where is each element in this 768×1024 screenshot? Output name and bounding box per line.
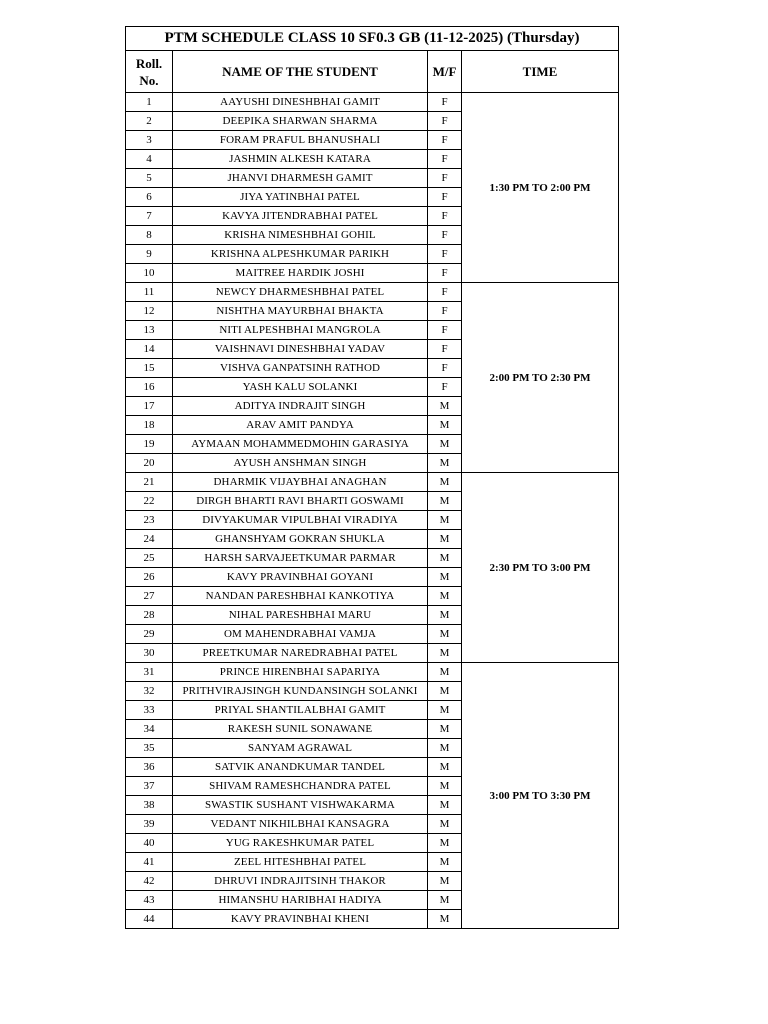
gender-cell: F (428, 340, 462, 359)
roll-no-cell: 12 (126, 302, 173, 321)
student-name-cell: NIHAL PARESHBHAI MARU (173, 606, 428, 625)
roll-no-cell: 44 (126, 910, 173, 929)
roll-no-cell: 11 (126, 283, 173, 302)
roll-no-cell: 4 (126, 150, 173, 169)
student-name-cell: KRISHNA ALPESHKUMAR PARIKH (173, 245, 428, 264)
student-name-cell: OM MAHENDRABHAI VAMJA (173, 625, 428, 644)
student-name-cell: SHIVAM RAMESHCHANDRA PATEL (173, 777, 428, 796)
gender-cell: M (428, 701, 462, 720)
roll-no-cell: 7 (126, 207, 173, 226)
student-name-cell: FORAM PRAFUL BHANUSHALI (173, 131, 428, 150)
gender-cell: F (428, 321, 462, 340)
gender-cell: F (428, 302, 462, 321)
student-name-cell: VISHVA GANPATSINH RATHOD (173, 359, 428, 378)
roll-no-cell: 41 (126, 853, 173, 872)
student-name-cell: KAVY PRAVINBHAI GOYANI (173, 568, 428, 587)
roll-no-cell: 35 (126, 739, 173, 758)
roll-no-cell: 16 (126, 378, 173, 397)
student-name-cell: YUG RAKESHKUMAR PATEL (173, 834, 428, 853)
gender-cell: M (428, 397, 462, 416)
gender-cell: F (428, 207, 462, 226)
student-name-cell: SATVIK ANANDKUMAR TANDEL (173, 758, 428, 777)
student-name-cell: JASHMIN ALKESH KATARA (173, 150, 428, 169)
student-name-cell: PREETKUMAR NAREDRABHAI PATEL (173, 644, 428, 663)
gender-cell: F (428, 226, 462, 245)
time-slot-cell: 2:00 PM TO 2:30 PM (462, 283, 619, 473)
ptm-schedule-table (125, 26, 619, 929)
gender-cell: M (428, 511, 462, 530)
roll-no-header: Roll. No. (126, 51, 173, 93)
roll-no-cell: 6 (126, 188, 173, 207)
gender-cell: M (428, 435, 462, 454)
student-name-cell: NEWCY DHARMESHBHAI PATEL (173, 283, 428, 302)
schedule-title: PTM SCHEDULE CLASS 10 SF0.3 GB (11-12-2025) (Thursday) (126, 27, 619, 51)
roll-no-cell: 5 (126, 169, 173, 188)
student-name-cell: KRISHA NIMESHBHAI GOHIL (173, 226, 428, 245)
roll-no-cell: 22 (126, 492, 173, 511)
roll-no-cell: 25 (126, 549, 173, 568)
roll-no-cell: 43 (126, 891, 173, 910)
roll-no-cell: 9 (126, 245, 173, 264)
gender-cell: M (428, 606, 462, 625)
roll-no-cell: 3 (126, 131, 173, 150)
student-name-cell: KAVYA JITENDRABHAI PATEL (173, 207, 428, 226)
student-name-cell: ZEEL HITESHBHAI PATEL (173, 853, 428, 872)
student-name-cell: ADITYA INDRAJIT SINGH (173, 397, 428, 416)
student-name-cell: DEEPIKA SHARWAN SHARMA (173, 112, 428, 131)
time-slot-cell: 3:00 PM TO 3:30 PM (462, 663, 619, 929)
roll-no-cell: 42 (126, 872, 173, 891)
gender-cell: F (428, 112, 462, 131)
time-slot-cell: 1:30 PM TO 2:00 PM (462, 93, 619, 283)
student-name-cell: DIRGH BHARTI RAVI BHARTI GOSWAMI (173, 492, 428, 511)
table-row (126, 93, 619, 112)
student-name-cell: NITI ALPESHBHAI MANGROLA (173, 321, 428, 340)
gender-cell: M (428, 549, 462, 568)
gender-cell: F (428, 188, 462, 207)
gender-cell: M (428, 720, 462, 739)
gender-cell: M (428, 739, 462, 758)
roll-no-cell: 36 (126, 758, 173, 777)
gender-cell: F (428, 150, 462, 169)
gender-cell: F (428, 283, 462, 302)
roll-no-cell: 21 (126, 473, 173, 492)
gender-cell: M (428, 454, 462, 473)
roll-no-cell: 33 (126, 701, 173, 720)
gender-cell: M (428, 473, 462, 492)
student-name-cell: PRINCE HIRENBHAI SAPARIYA (173, 663, 428, 682)
student-name-cell: VAISHNAVI DINESHBHAI YADAV (173, 340, 428, 359)
student-name-cell: YASH KALU SOLANKI (173, 378, 428, 397)
student-name-cell: SANYAM AGRAWAL (173, 739, 428, 758)
gender-cell: F (428, 359, 462, 378)
roll-no-cell: 1 (126, 93, 173, 112)
roll-no-cell: 15 (126, 359, 173, 378)
gender-cell: F (428, 245, 462, 264)
gender-cell: M (428, 530, 462, 549)
gender-cell: F (428, 264, 462, 283)
student-name-cell: AYUSH ANSHMAN SINGH (173, 454, 428, 473)
gender-header: M/F (428, 51, 462, 93)
student-name-cell: NANDAN PARESHBHAI KANKOTIYA (173, 587, 428, 606)
gender-cell: M (428, 872, 462, 891)
roll-no-cell: 20 (126, 454, 173, 473)
student-name-cell: ARAV AMIT PANDYA (173, 416, 428, 435)
student-name-cell: DIVYAKUMAR VIPULBHAI VIRADIYA (173, 511, 428, 530)
gender-cell: F (428, 93, 462, 112)
roll-no-cell: 38 (126, 796, 173, 815)
roll-no-cell: 14 (126, 340, 173, 359)
roll-no-cell: 8 (126, 226, 173, 245)
student-name-cell: PRIYAL SHANTILALBHAI GAMIT (173, 701, 428, 720)
gender-cell: F (428, 169, 462, 188)
student-name-cell: HARSH SARVAJEETKUMAR PARMAR (173, 549, 428, 568)
gender-cell: M (428, 568, 462, 587)
roll-no-cell: 34 (126, 720, 173, 739)
student-name-cell: RAKESH SUNIL SONAWANE (173, 720, 428, 739)
gender-cell: M (428, 853, 462, 872)
roll-no-cell: 17 (126, 397, 173, 416)
student-name-cell: GHANSHYAM GOKRAN SHUKLA (173, 530, 428, 549)
student-name-cell: JIYA YATINBHAI PATEL (173, 188, 428, 207)
roll-no-cell: 27 (126, 587, 173, 606)
roll-no-cell: 37 (126, 777, 173, 796)
gender-cell: M (428, 834, 462, 853)
gender-cell: M (428, 625, 462, 644)
table-row (126, 283, 619, 302)
roll-no-cell: 24 (126, 530, 173, 549)
student-name-cell: NISHTHA MAYURBHAI BHAKTA (173, 302, 428, 321)
roll-no-cell: 39 (126, 815, 173, 834)
gender-cell: F (428, 131, 462, 150)
student-name-cell: AYMAAN MOHAMMEDMOHIN GARASIYA (173, 435, 428, 454)
gender-cell: M (428, 492, 462, 511)
header-row (126, 51, 619, 93)
roll-no-cell: 19 (126, 435, 173, 454)
time-header: TIME (462, 51, 619, 93)
gender-cell: M (428, 663, 462, 682)
roll-no-cell: 31 (126, 663, 173, 682)
time-slot-cell: 2:30 PM TO 3:00 PM (462, 473, 619, 663)
roll-no-cell: 40 (126, 834, 173, 853)
roll-no-cell: 10 (126, 264, 173, 283)
student-name-header: NAME OF THE STUDENT (173, 51, 428, 93)
roll-no-cell: 23 (126, 511, 173, 530)
student-name-cell: DHRUVI INDRAJITSINH THAKOR (173, 872, 428, 891)
student-name-cell: VEDANT NIKHILBHAI KANSAGRA (173, 815, 428, 834)
roll-no-cell: 26 (126, 568, 173, 587)
gender-cell: M (428, 416, 462, 435)
gender-cell: M (428, 682, 462, 701)
roll-no-cell: 13 (126, 321, 173, 340)
roll-no-cell: 30 (126, 644, 173, 663)
roll-no-cell: 2 (126, 112, 173, 131)
student-name-cell: DHARMIK VIJAYBHAI ANAGHAN (173, 473, 428, 492)
gender-cell: M (428, 910, 462, 929)
gender-cell: M (428, 796, 462, 815)
student-name-cell: JHANVI DHARMESH GAMIT (173, 169, 428, 188)
gender-cell: M (428, 644, 462, 663)
student-name-cell: AAYUSHI DINESHBHAI GAMIT (173, 93, 428, 112)
gender-cell: M (428, 815, 462, 834)
gender-cell: M (428, 891, 462, 910)
gender-cell: M (428, 777, 462, 796)
roll-no-cell: 18 (126, 416, 173, 435)
student-rows (126, 93, 619, 929)
student-name-cell: SWASTIK SUSHANT VISHWAKARMA (173, 796, 428, 815)
gender-cell: M (428, 587, 462, 606)
gender-cell: M (428, 758, 462, 777)
student-name-cell: MAITREE HARDIK JOSHI (173, 264, 428, 283)
student-name-cell: KAVY PRAVINBHAI KHENI (173, 910, 428, 929)
roll-no-cell: 32 (126, 682, 173, 701)
roll-no-cell: 28 (126, 606, 173, 625)
table-row (126, 663, 619, 682)
student-name-cell: HIMANSHU HARIBHAI HADIYA (173, 891, 428, 910)
gender-cell: F (428, 378, 462, 397)
student-name-cell: PRITHVIRAJSINGH KUNDANSINGH SOLANKI (173, 682, 428, 701)
roll-no-cell: 29 (126, 625, 173, 644)
table-row (126, 473, 619, 492)
